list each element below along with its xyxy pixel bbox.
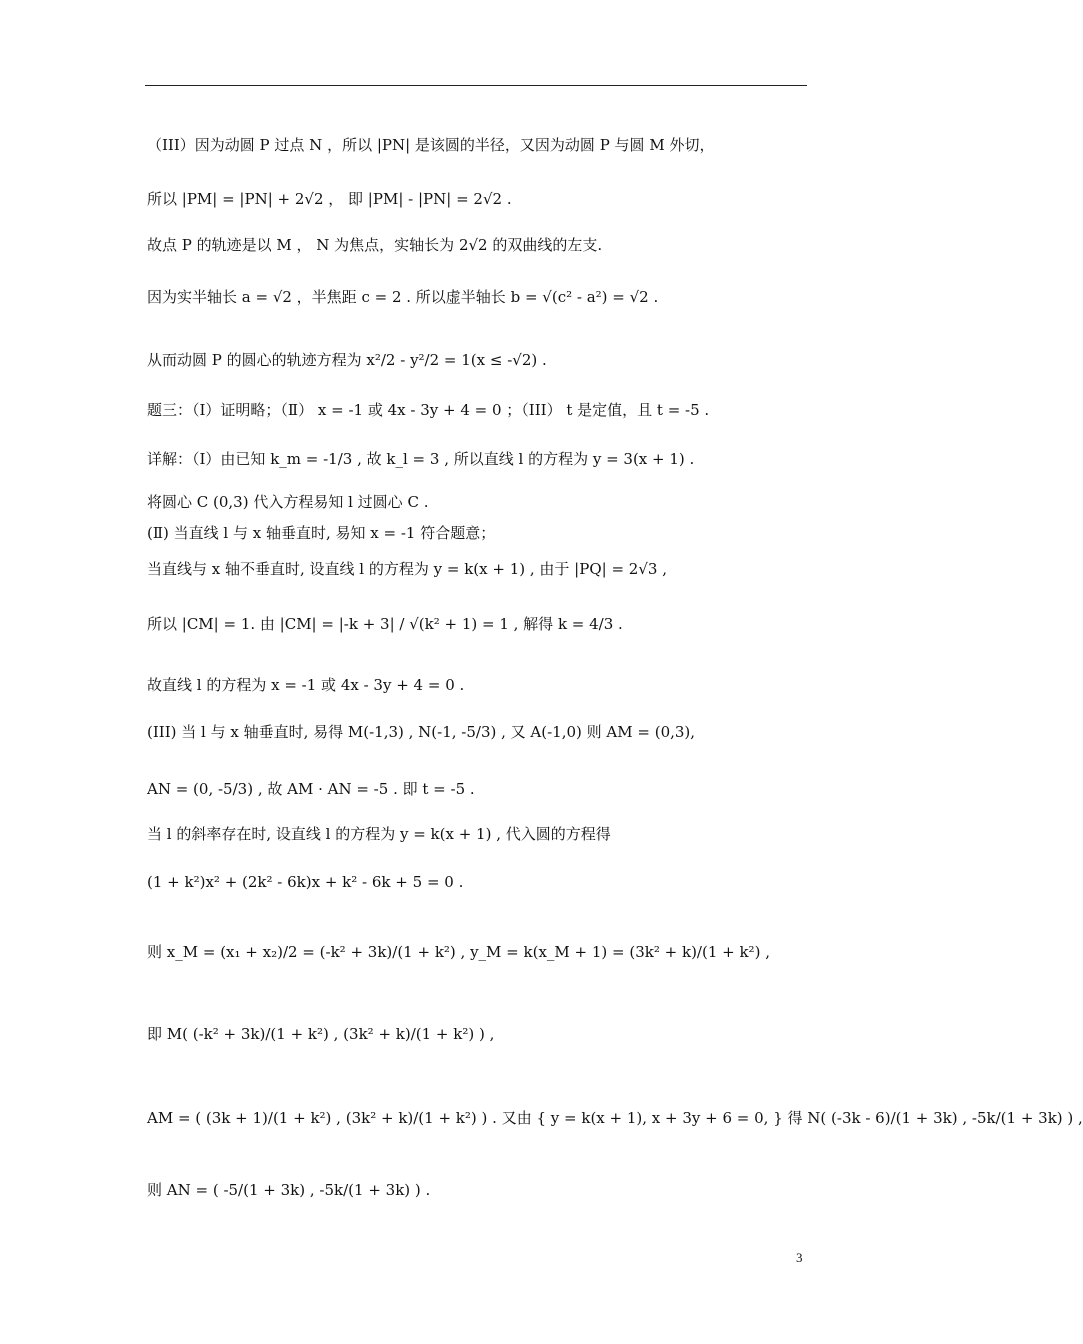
text-line-19: AM = ( (3k + 1)/(1 + k²) , (3k² + k)/(1 + k²) ) . 又由 { y = k(x + 1), x + 3y + 6 = 0, } 得 N( (-3k - 6)/(1 + 3k) , -5k/(1 + 3k) ) , [147,1109,1083,1127]
text-line-17: 则 x_M = (x₁ + x₂)/2 = (-k² + 3k)/(1 + k²) , y_M = k(x_M + 1) = (3k² + k)/(1 + k²) , [147,943,770,961]
text-line-16: (1 + k²)x² + (2k² - 6k)x + k² - 6k + 5 = 0 . [147,873,464,891]
page-number: 3 [796,1250,803,1265]
text-line-7: 详解：（Ⅰ）由已知 k_m = -1/3 , 故 k_l = 3 , 所以直线 l 的方程为 y = 3(x + 1) . [147,450,695,468]
text-line-10: 当直线与 x 轴不垂直时, 设直线 l 的方程为 y = k(x + 1) , 由于 |PQ| = 2√3 , [147,560,667,578]
text-line-20: 则 AN = ( -5/(1 + 3k) , -5k/(1 + 3k) ) . [147,1181,431,1199]
text-line-14: AN = (0, -5/3) , 故 AM · AN = -5 . 即 t = -5 . [147,780,475,798]
text-line-12: 故直线 l 的方程为 x = -1 或 4x - 3y + 4 = 0 . [147,676,465,694]
text-line-1: （III）因为动圆 P 过点 N ，所以 |PN| 是该圆的半径，又因为动圆 P 与圆 M 外切， [147,136,715,154]
text-line-3: 故点 P 的轨迹是以 M ， N 为焦点，实轴长为 2√2 的双曲线的左支. [147,236,603,254]
text-line-5: 从而动圆 P 的圆心的轨迹方程为 x²/2 - y²/2 = 1(x ≤ -√2) . [147,351,547,369]
text-line-11: 所以 |CM| = 1. 由 |CM| = |-k + 3| / √(k² + 1) = 1 , 解得 k = 4/3 . [147,615,623,633]
text-line-8: 将圆心 C (0,3) 代入方程易知 l 过圆心 C . [147,493,429,511]
text-line-6: 题三：（Ⅰ）证明略；（Ⅱ） x = -1 或 4x - 3y + 4 = 0 ；（III） t 是定值，且 t = -5 . [147,401,710,419]
text-line-13: (III) 当 l 与 x 轴垂直时, 易得 M(-1,3) , N(-1, -5/3) , 又 A(-1,0) 则 AM = (0,3), [147,723,696,741]
text-line-18: 即 M( (-k² + 3k)/(1 + k²) , (3k² + k)/(1 + k²) ) , [147,1025,495,1043]
text-line-4: 因为实半轴长 a = √2 ，半焦距 c = 2 . 所以虚半轴长 b = √(c² - a²) = √2 . [147,288,659,306]
text-line-9: (Ⅱ) 当直线 l 与 x 轴垂直时, 易知 x = -1 符合题意； [147,524,496,542]
text-line-2: 所以 |PM| = |PN| + 2√2 ， 即 |PM| - |PN| = 2√2 . [147,190,512,208]
header-rule [145,85,807,86]
text-line-15: 当 l 的斜率存在时, 设直线 l 的方程为 y = k(x + 1) , 代入圆的方程得 [147,825,611,843]
